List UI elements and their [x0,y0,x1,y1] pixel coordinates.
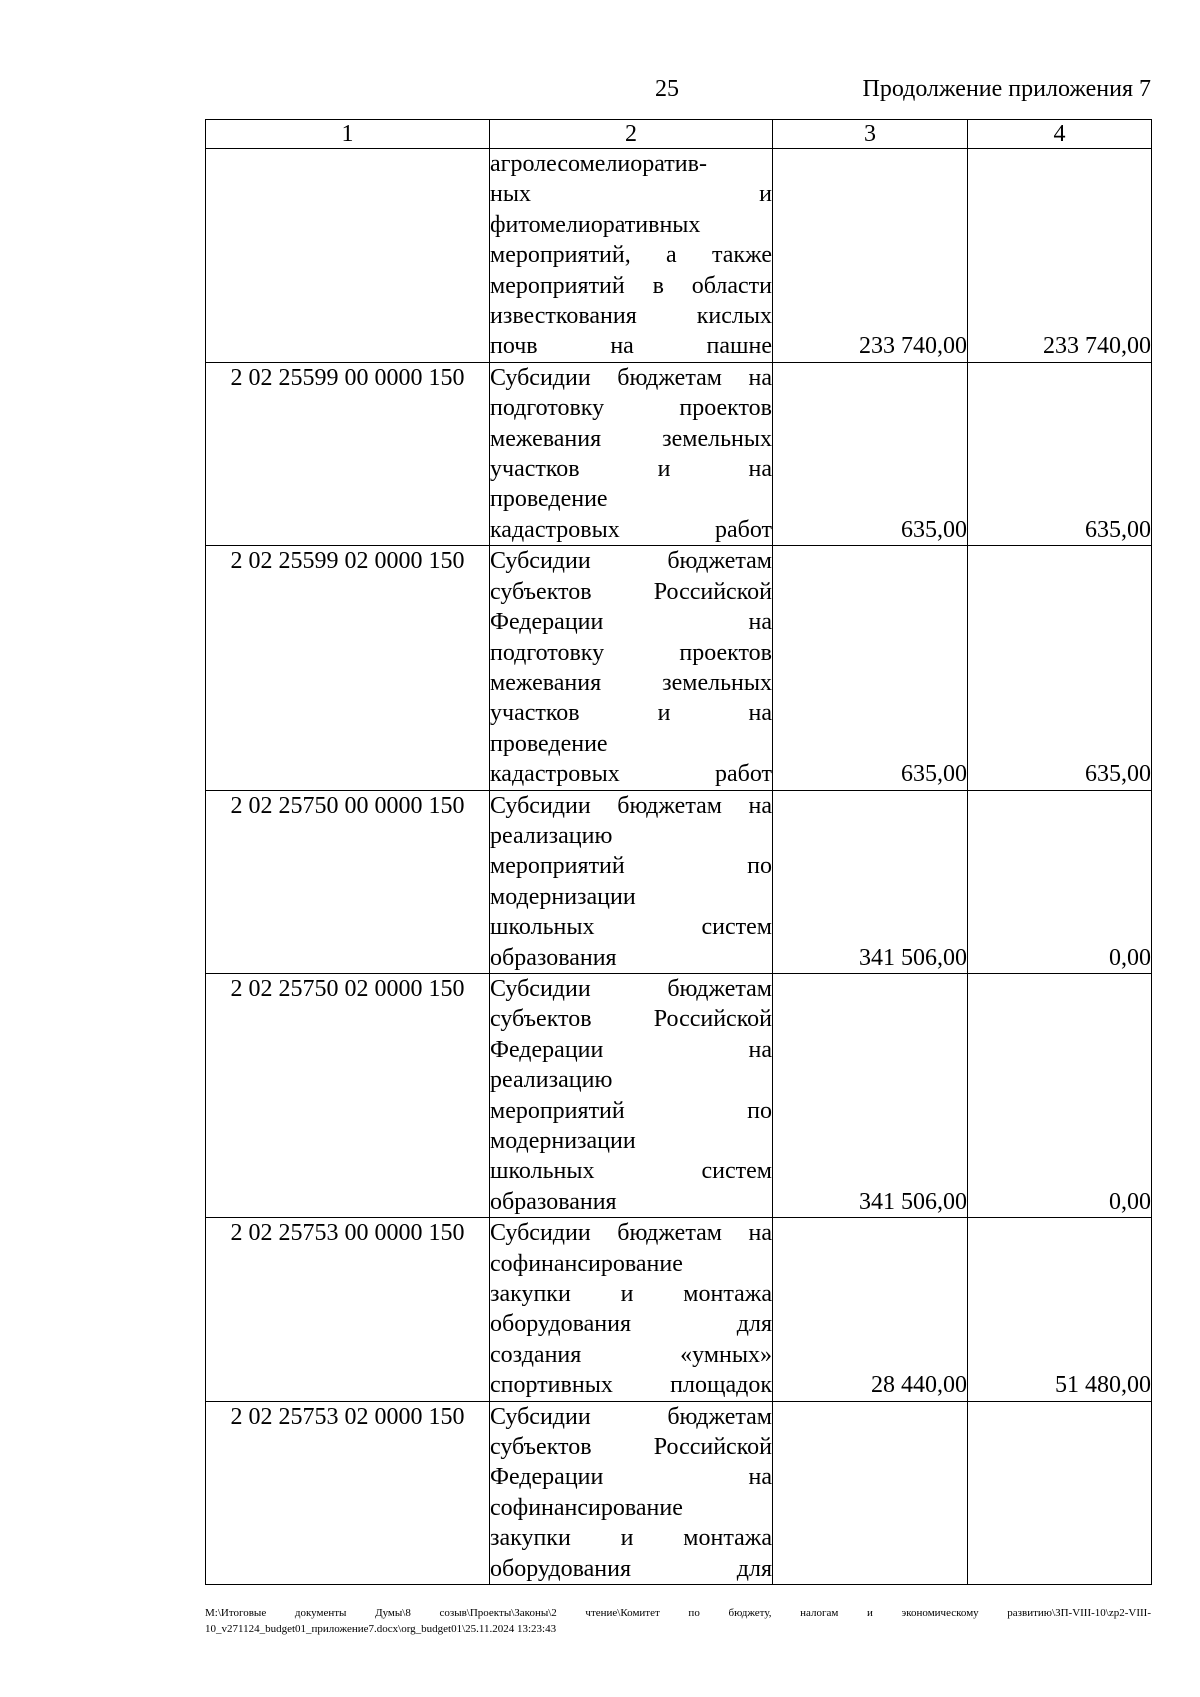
description-line: субъектов Российской [490,1006,772,1033]
appendix-continuation-label: Продолжение приложения 7 [862,76,1151,102]
column-header: 2 [490,120,773,149]
amount-column-4: 0,00 [968,973,1152,1217]
description-line: Субсидии бюджетам [490,975,772,1002]
description-line: мероприятий, а также [490,242,772,269]
description-line: участков и на [490,700,772,727]
page-number: 25 [655,76,679,102]
amount-column-3: 28 440,00 [773,1218,968,1401]
table-header-row [206,120,1152,149]
amount-column-4 [968,1401,1152,1584]
description-line: проведение [490,730,608,757]
column-header: 4 [968,120,1152,149]
table-row [206,149,1152,363]
revenue-description [490,790,773,973]
table-row [206,790,1152,973]
budget-classification-code: 2 02 25753 00 0000 150 [206,1218,490,1401]
description-line: Субсидии бюджетам на [490,1220,772,1247]
description-line: реализацию [490,1067,613,1094]
amount-column-4: 635,00 [968,546,1152,790]
description-line: Федерации на [490,609,772,636]
description-line: Федерации на [490,1464,772,1491]
description-line: известкования кислых [490,303,772,330]
description-line: оборудования для [490,1555,772,1582]
table-row [206,362,1152,545]
budget-table [205,119,1152,1585]
amount-column-3: 635,00 [773,546,968,790]
table-row [206,1218,1152,1401]
budget-classification-code: 2 02 25750 00 0000 150 [206,790,490,973]
description-line: оборудования для [490,1311,772,1338]
description-line: модернизации [490,883,636,910]
amount-column-4: 51 480,00 [968,1218,1152,1401]
amount-column-4: 233 740,00 [968,149,1152,363]
amount-column-3 [773,1401,968,1584]
revenue-description [490,1401,773,1584]
description-line: модернизации [490,1128,636,1154]
table-row [206,973,1152,1217]
description-line: участков и на [490,456,772,483]
description-line: Субсидии бюджетам [490,548,772,575]
description-line: почв на пашне [490,333,772,360]
amount-column-3: 635,00 [773,362,968,545]
description-line: кадастровых работ [490,761,772,788]
description-line: школьных систем [490,914,772,941]
description-line: Федерации на [490,1036,772,1063]
budget-classification-code: 2 02 25599 00 0000 150 [206,362,490,545]
description-line: Субсидии бюджетам [490,1403,772,1430]
description-line: Субсидии бюджетам на [490,792,772,819]
description-line: кадастровых работ [490,516,772,543]
budget-classification-code: 2 02 25750 02 0000 150 [206,973,490,1217]
description-line: софинансирование [490,1494,683,1521]
revenue-description [490,973,773,1217]
column-header: 1 [206,120,490,149]
description-line: образования [490,944,617,971]
table-row [206,546,1152,790]
description-line: межевания земельных [490,425,772,452]
amount-column-3: 233 740,00 [773,149,968,363]
description-line: мероприятий в области [490,272,772,299]
revenue-description [490,149,773,363]
amount-column-4: 0,00 [968,790,1152,973]
description-line: субъектов Российской [490,578,772,605]
amount-column-3: 341 506,00 [773,790,968,973]
description-line: софинансирование [490,1250,683,1277]
revenue-description [490,546,773,790]
description-line: закупки и монтажа [490,1525,772,1552]
description-line: образования [490,1188,617,1215]
description-line: мероприятий по [490,1097,772,1124]
description-line: агролесомелиоратив- [490,151,707,177]
column-header: 3 [773,120,968,149]
revenue-description [490,1218,773,1401]
description-line: субъектов Российской [490,1434,772,1461]
revenue-description [490,362,773,545]
budget-classification-code: 2 02 25599 02 0000 150 [206,546,490,790]
description-line: спортивных площадок [490,1372,772,1399]
description-line: школьных систем [490,1158,772,1185]
budget-classification-code: 2 02 25753 02 0000 150 [206,1401,490,1584]
description-line: реализацию [490,822,613,849]
amount-column-4: 635,00 [968,362,1152,545]
file-path-footer: M:\Итоговые документы Думы\8 созыв\Проекты\Законы\2 чтение\Комитет по бюджету, налогам и экономическому развитию\ЗП-VIII-10\zp2-VIII-10_v271124_budget01_приложение7.docx\org_budget01\25.11.2024 13:23:43 [205,1607,1151,1635]
description-line: создания «умных» [490,1341,772,1368]
description-line: подготовку проектов [490,639,772,666]
description-line: подготовку проектов [490,395,772,422]
description-line: закупки и монтажа [490,1281,772,1308]
description-line: ных и [490,181,772,208]
table-row [206,1401,1152,1584]
amount-column-3: 341 506,00 [773,973,968,1217]
description-line: фитомелиоративных [490,211,701,238]
description-line: мероприятий по [490,853,772,880]
budget-classification-code [206,149,490,363]
description-line: проведение [490,486,608,513]
description-line: Субсидии бюджетам на [490,364,772,391]
description-line: межевания земельных [490,669,772,696]
